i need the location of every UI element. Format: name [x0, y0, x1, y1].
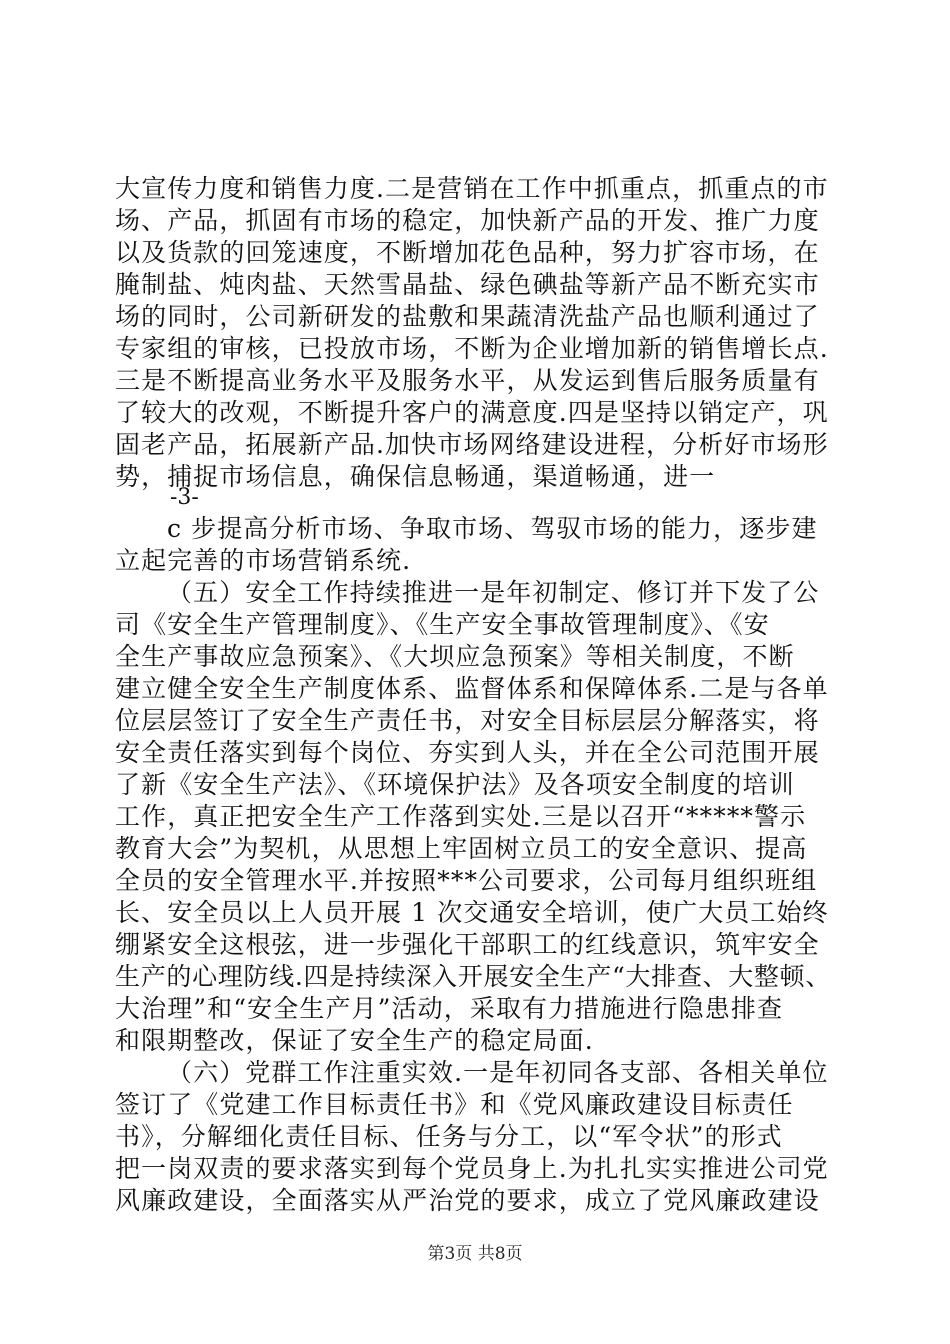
- paragraph-line: 立起完善的市场营销系统.: [115, 546, 412, 575]
- paragraph-line: 司《安全生产管理制度》、《生产安全事故管理制度》、《安: [115, 610, 770, 639]
- paragraph-line: 工作，真正把安全生产工作落到实处.三是以召开“*****警示: [115, 802, 807, 831]
- paragraph-line: 建立健全安全生产制度体系、监督体系和保障体系.二是与各单: [115, 674, 829, 703]
- paragraph-line: 生产的心理防线.四是持续深入开展安全生产“大排查、大整顿、: [115, 962, 832, 991]
- inline-page-number: -3-: [170, 485, 199, 510]
- paragraph-line: 专家组的审核，已投放市场，不断为企业增加新的销售增长点.: [115, 334, 829, 363]
- page-footer: 第3页 共8页: [427, 1244, 523, 1264]
- paragraph-line: 场、产品，抓固有市场的稳定，加快新产品的开发、推广力度: [115, 206, 820, 235]
- paragraph-line: 全员的安全管理水平.并按照***公司要求，公司每月组织班组: [115, 866, 818, 895]
- paragraph-line: 绷紧安全这根弦，进一步强化干部职工的红线意识，筑牢安全: [115, 930, 820, 959]
- paragraph-line: 全生产事故应急预案》、《大坝应急预案》等相关制度，不断: [115, 642, 795, 671]
- paragraph-line: 了新《安全生产法》、《环境保护法》及各项安全制度的培训: [115, 770, 795, 799]
- paragraph-line: 大治理”和“安全生产月”活动，采取有力措施进行隐患排查: [115, 994, 784, 1023]
- paragraph-line: 了较大的改观，不断提升客户的满意度.四是坚持以销定产，巩: [115, 398, 829, 427]
- paragraph-line: 把一岗双责的要求落实到每个党员身上.为扎扎实实推进公司党: [115, 1154, 829, 1183]
- paragraph-line: 长、安全员以上人员开展 1 次交通安全培训，使广大员工始终: [115, 898, 829, 927]
- paragraph-line: 安全责任落实到每个岗位、夯实到人头，并在全公司范围开展: [115, 738, 820, 767]
- paragraph-line: 大宣传力度和销售力度.二是营销在工作中抓重点，抓重点的市: [115, 174, 829, 203]
- paragraph-line: 势，捕捉市场信息，确保信息畅通，渠道畅通，进一: [115, 462, 716, 491]
- paragraph-line: 腌制盐、炖肉盐、天然雪晶盐、绿色碘盐等新产品不断充实市: [115, 270, 820, 299]
- paragraph-line: 教育大会”为契机，从思想上牢固树立员工的安全意识、提高: [115, 834, 808, 863]
- paragraph-line: c 步提高分析市场、争取市场、驾驭市场的能力，逐步建: [167, 514, 818, 543]
- paragraph-line: 三是不断提高业务水平及服务水平，从发运到售后服务质量有: [115, 366, 820, 395]
- paragraph-line: 风廉政建设，全面落实从严治党的要求，成立了党风廉政建设: [115, 1186, 820, 1215]
- paragraph-line: 签订了《党建工作目标责任书》和《党风廉政建设目标责任: [115, 1090, 794, 1119]
- paragraph-line: 固老产品，拓展新产品.加快市场网络建设进程，分析好市场形: [115, 430, 829, 459]
- paragraph-line: 以及货款的回笼速度，不断增加花色品种，努力扩容市场，在: [115, 238, 820, 267]
- paragraph-line: 位层层签订了安全生产责任书，对安全目标层层分解落实，将: [115, 706, 820, 735]
- paragraph-heading-line: （五）安全工作持续推进一是年初制定、修订并下发了公: [167, 578, 820, 607]
- paragraph-line: 和限期整改，保证了安全生产的稳定局面.: [115, 1026, 594, 1055]
- paragraph-heading-line: （六）党群工作注重实效.一是年初同各支部、各相关单位: [167, 1058, 829, 1087]
- paragraph-line: 书》，分解细化责任目标、任务与分工，以“军令状”的形式: [115, 1122, 783, 1151]
- paragraph-line: 场的同时，公司新研发的盐敷和果蔬清洗盐产品也顺利通过了: [115, 302, 820, 331]
